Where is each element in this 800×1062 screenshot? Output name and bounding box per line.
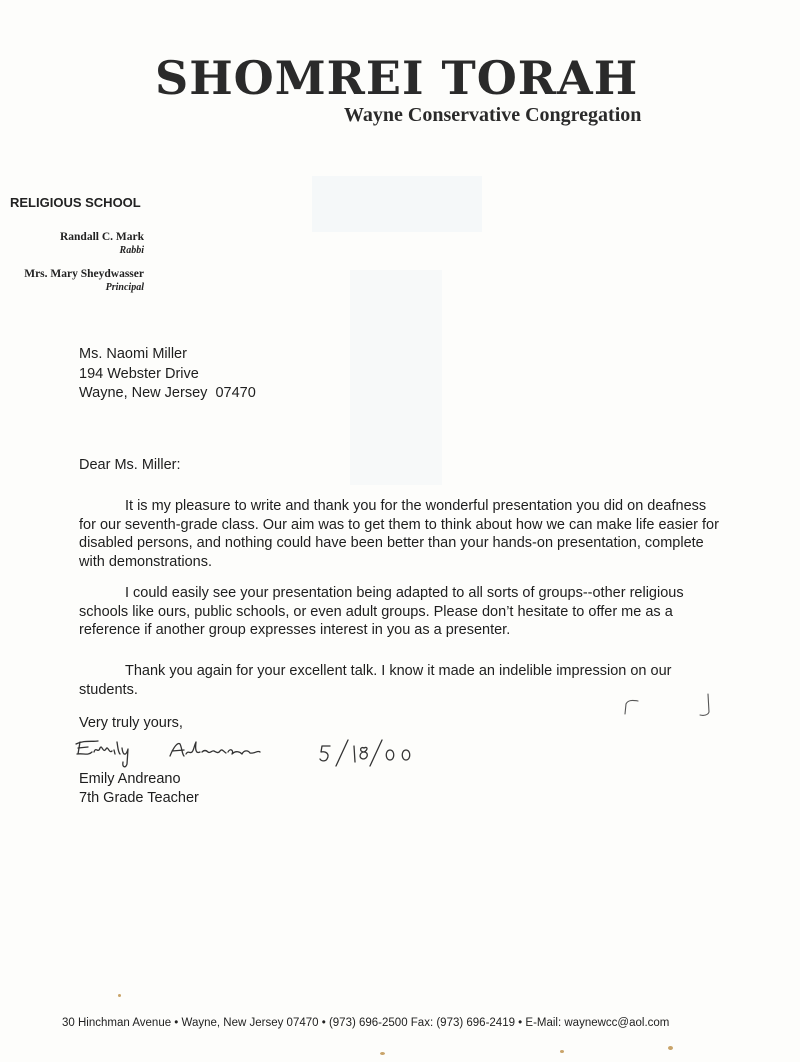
salutation: Dear Ms. Miller: — [79, 457, 181, 473]
staff-role: Rabbi — [119, 245, 144, 256]
scan-artifact — [312, 176, 482, 232]
scan-speck — [118, 994, 121, 997]
recipient-city: Wayne, New Jersey 07470 — [79, 385, 256, 401]
paragraph-text: It is my pleasure to write and thank you for the wonderful presentation you did on deafness for our seventh-grade class. Our aim was to get them to think about how we can make life easier for disabled persons, and nothing could have been better than your hands-on presentation, complete with demonstrations. — [79, 498, 719, 570]
scan-speck — [380, 1052, 385, 1055]
pencil-mark — [620, 690, 715, 720]
body-paragraph — [79, 584, 719, 640]
letterhead-footer: 30 Hinchman Avenue • Wayne, New Jersey 07470 • (973) 696-2500 Fax: (973) 696-2419 • E-Mail: waynewcc@aol.com — [62, 1017, 670, 1029]
handwritten-signature — [72, 732, 432, 774]
body-paragraph — [79, 497, 719, 571]
staff-name: Randall C. Mark — [59, 231, 144, 243]
paragraph-text: I could easily see your presentation being adapted to all sorts of groups--other religious schools like ours, public schools, or even adult groups. Please don’t hesitate to offer me as a reference if another group expresses interest in you as a presenter. — [79, 585, 684, 638]
staff-name: Mrs. Mary Sheydwasser — [24, 268, 144, 280]
scan-artifact — [350, 270, 442, 485]
signer-name: Emily Andreano — [79, 771, 181, 787]
closing: Very truly yours, — [79, 715, 183, 731]
scan-speck — [560, 1050, 564, 1053]
staff-entry-rabbi — [60, 230, 144, 257]
staff-role: Principal — [105, 282, 144, 293]
signer-title: 7th Grade Teacher — [79, 790, 199, 806]
letterhead-subtitle: Wayne Conservative Congregation — [344, 104, 642, 126]
recipient-street: 194 Webster Drive — [79, 365, 199, 382]
scan-speck — [668, 1046, 673, 1050]
staff-entry-principal — [24, 267, 144, 294]
recipient-name: Ms. Naomi Miller — [79, 346, 187, 362]
letterhead-title: SHOMREI TORAH — [155, 51, 639, 105]
signer-block — [79, 770, 199, 808]
paragraph-text: Thank you again for your excellent talk. I know it made an indelible impression on our students. — [79, 663, 672, 698]
department-heading: RELIGIOUS SCHOOL — [10, 195, 141, 210]
recipient-address — [79, 345, 256, 404]
